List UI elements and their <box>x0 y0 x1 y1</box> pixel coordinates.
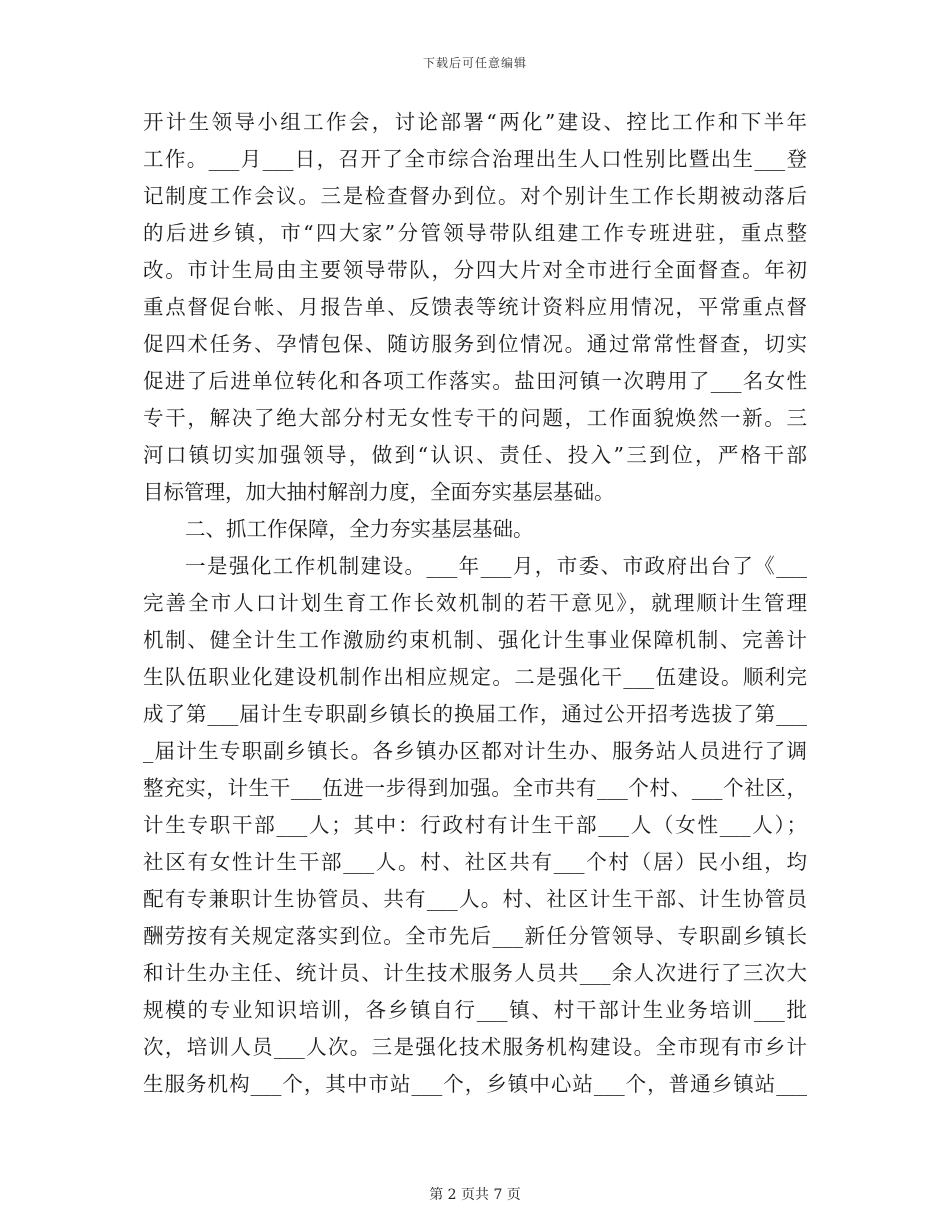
document-body <box>143 104 807 1103</box>
text-line: 记制度工作会议。三是检查督办到位。对个别计生工作长期被动落后 <box>143 184 807 208</box>
text-line: 河口镇切实加强领导，做到“认识、责任、投入”三到位，严格干部 <box>143 443 807 467</box>
page-header: 下载后可任意编辑 <box>422 56 527 70</box>
text-line: 社区有女性计生干部___人。村、社区共有___个村（居）民小组，均 <box>143 850 807 874</box>
text-line: 计生专职干部___人；其中：行政村有计生干部___人（女性___人）； <box>143 813 807 837</box>
text-line: 生队伍职业化建设机制作出相应规定。二是强化干___伍建设。顺利完 <box>143 665 807 689</box>
text-line: 工作。___月___日，召开了全市综合治理出生人口性别比暨出生___登 <box>143 147 807 171</box>
text-line: 改。市计生局由主要领导带队，分四大片对全市进行全面督查。年初 <box>143 258 807 282</box>
text-line: 一是强化工作机制建设。___年___月，市委、市政府出台了《___ <box>185 554 807 578</box>
text-line: 机制、健全计生工作激励约束机制、强化计生事业保障机制、完善计 <box>143 628 807 652</box>
text-line: 规模的专业知识培训，各乡镇自行___镇、村干部计生业务培训___批 <box>143 998 807 1022</box>
text-line: 重点督促台帐、月报告单、反馈表等统计资料应用情况，平常重点督 <box>143 295 807 319</box>
text-line: 促进了后进单位转化和各项工作落实。盐田河镇一次聘用了___名女性 <box>143 369 807 393</box>
text-line: _届计生专职副乡镇长。各乡镇办区都对计生办、服务站人员进行了调 <box>143 739 807 763</box>
text-line: 促四术任务、孕情包保、随访服务到位情况。通过常常性督查，切实 <box>143 332 807 356</box>
text-line: 酬劳按有关规定落实到位。全市先后___新任分管领导、专职副乡镇长 <box>143 924 807 948</box>
text-line: 生服务机构___个，其中市站___个，乡镇中心站___个，普通乡镇站___ <box>143 1072 807 1096</box>
section-heading: 二、抓工作保障，全力夯实基层基础。 <box>185 517 534 541</box>
text-line: 目标管理，加大抽村解剖力度，全面夯实基层基础。 <box>143 480 615 504</box>
text-line: 配有专兼职计生协管员、共有___人。村、社区计生干部、计生协管员 <box>143 887 807 911</box>
text-line: 整充实，计生干___伍进一步得到加强。全市共有___个村、___个社区， <box>143 776 807 800</box>
text-line: 的后进乡镇，市“四大家”分管领导带队组建工作专班进驻，重点整 <box>143 221 807 245</box>
text-line: 完善全市人口计划生育工作长效机制的若干意见》，就理顺计生管理 <box>143 591 807 615</box>
text-line: 和计生办主任、统计员、计生技术服务人员共___余人次进行了三次大 <box>143 961 807 985</box>
text-line: 专干，解决了绝大部分村无女性专干的问题，工作面貌焕然一新。三 <box>143 406 807 430</box>
text-line: 成了第___届计生专职副乡镇长的换届工作，通过公开招考选拔了第___ <box>143 702 807 726</box>
text-line: 开计生领导小组工作会，讨论部署“两化”建设、控比工作和下半年 <box>143 110 807 134</box>
page-footer: 第 2 页共 7 页 <box>429 1187 521 1203</box>
text-line: 次，培训人员___人次。三是强化技术服务机构建设。全市现有市乡计 <box>143 1035 807 1059</box>
